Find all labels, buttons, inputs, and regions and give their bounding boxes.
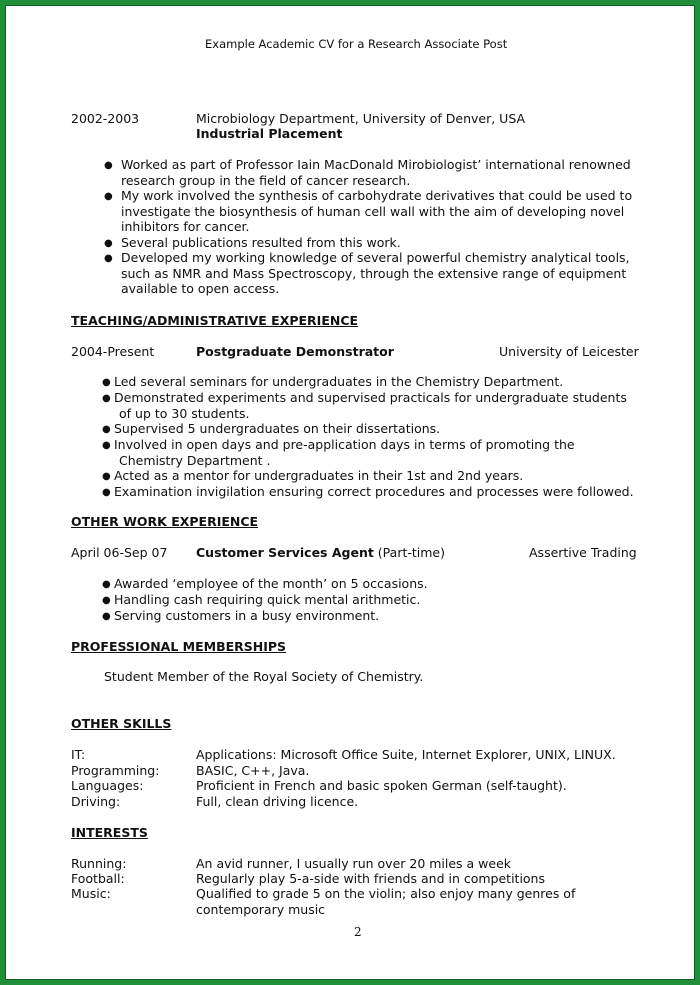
row-value: Qualified to grade 5 on the violin; also enjoy many genres of [196,886,576,901]
bullet-icon: ● [102,440,111,451]
bullet-text: research group in the field of cancer research. [121,172,411,188]
work-role-line [196,545,445,561]
bullet-text: Worked as part of Professor Iain MacDonald Mirobiologist’ international renowned [121,157,631,172]
teaching-dates: 2004-Present [71,344,155,359]
placement-dates: 2002-2003 [71,111,140,126]
row-label: Music: [71,886,111,901]
row-label: Languages: [71,778,144,793]
bullet-text: Several publications resulted from this work. [121,235,401,250]
bullet-icon: ● [102,579,111,590]
teaching-role: Postgraduate Demonstrator [196,344,394,359]
bullet-icon: ● [102,393,111,404]
placement-title: Industrial Placement [196,126,343,141]
section-heading-teaching: TEACHING/ADMINISTRATIVE EXPERIENCE [71,313,359,328]
bullet-text: Supervised 5 undergraduates on their dissertations. [114,421,441,436]
bullet-icon: ● [102,595,111,606]
bullet-text: Handling cash requiring quick mental arithmetic. [114,592,421,607]
row-value: BASIC, C++, Java. [196,763,310,778]
bullet-text: of up to 30 students. [119,405,250,421]
row-label: Programming: [71,763,160,778]
page-header: Example Academic CV for a Research Associate Post [205,37,508,51]
bullet-text: Examination invigilation ensuring correct procedures and processes were followed. [114,484,634,499]
row-label: Running: [71,856,127,871]
page-number: 2 [354,925,362,939]
bullet-text: Involved in open days and pre-application days in terms of promoting the [114,437,575,452]
membership-text: Student Member of the Royal Society of Chemistry. [104,669,424,684]
work-dates: April 06-Sep 07 [71,545,168,560]
bullet-text: Awarded ‘employee of the month’ on 5 occasions. [114,576,428,591]
bullet-text: Acted as a mentor for undergraduates in their 1st and 2nd years. [114,468,524,483]
row-label: Football: [71,871,125,886]
work-org: Assertive Trading [529,545,637,560]
bullet-icon: ● [102,611,111,622]
section-heading-work: OTHER WORK EXPERIENCE [71,514,259,529]
bullet-text: Led several seminars for undergraduates in the Chemistry Department. [114,374,564,389]
row-value: Regularly play 5-a-side with friends and in competitions [196,871,545,886]
row-value: An avid runner, I usually run over 20 miles a week [196,856,512,871]
placement-org: Microbiology Department, University of Denver, USA [196,111,526,126]
row-value: contemporary music [196,901,326,917]
bullet-text: Developed my working knowledge of several powerful chemistry analytical tools, [121,250,630,265]
bullet-text: available to open access. [121,281,280,296]
bullet-icon: ● [104,238,113,249]
bullet-text: Chemistry Department . [119,452,271,468]
bullet-icon: ● [102,471,111,482]
bullet-icon: ● [102,487,111,498]
bullet-text: Demonstrated experiments and supervised practicals for undergraduate students [114,390,627,405]
work-role: Customer Services Agent [196,545,374,560]
section-heading-skills: OTHER SKILLS [71,716,172,731]
section-heading-interests: INTERESTS [71,825,148,840]
row-value: Applications: Microsoft Office Suite, Internet Explorer, UNIX, LINUX. [196,747,616,762]
row-label: IT: [71,747,86,762]
bullet-icon: ● [104,160,113,171]
bullet-text: My work involved the synthesis of carbohydrate derivatives that could be used to [121,188,633,203]
work-role-note: (Part-time) [373,545,445,560]
bullet-icon: ● [104,253,113,264]
row-value: Proficient in French and basic spoken German (self-taught). [196,778,567,793]
bullet-text: inhibitors for cancer. [121,219,250,234]
bullet-icon: ● [102,377,111,388]
teaching-org: University of Leicester [499,344,639,359]
bullet-icon: ● [102,424,111,435]
bullet-text: such as NMR and Mass Spectroscopy, through the extensive range of equipment [121,265,627,281]
bullet-icon: ● [104,191,113,202]
row-value: Full, clean driving licence. [196,794,359,809]
row-label: Driving: [71,794,121,809]
section-heading-memberships: PROFESSIONAL MEMBERSHIPS [71,639,287,654]
bullet-text: investigate the biosynthesis of human cell wall with the aim of developing novel [121,203,625,219]
bullet-text: Serving customers in a busy environment. [114,608,380,623]
